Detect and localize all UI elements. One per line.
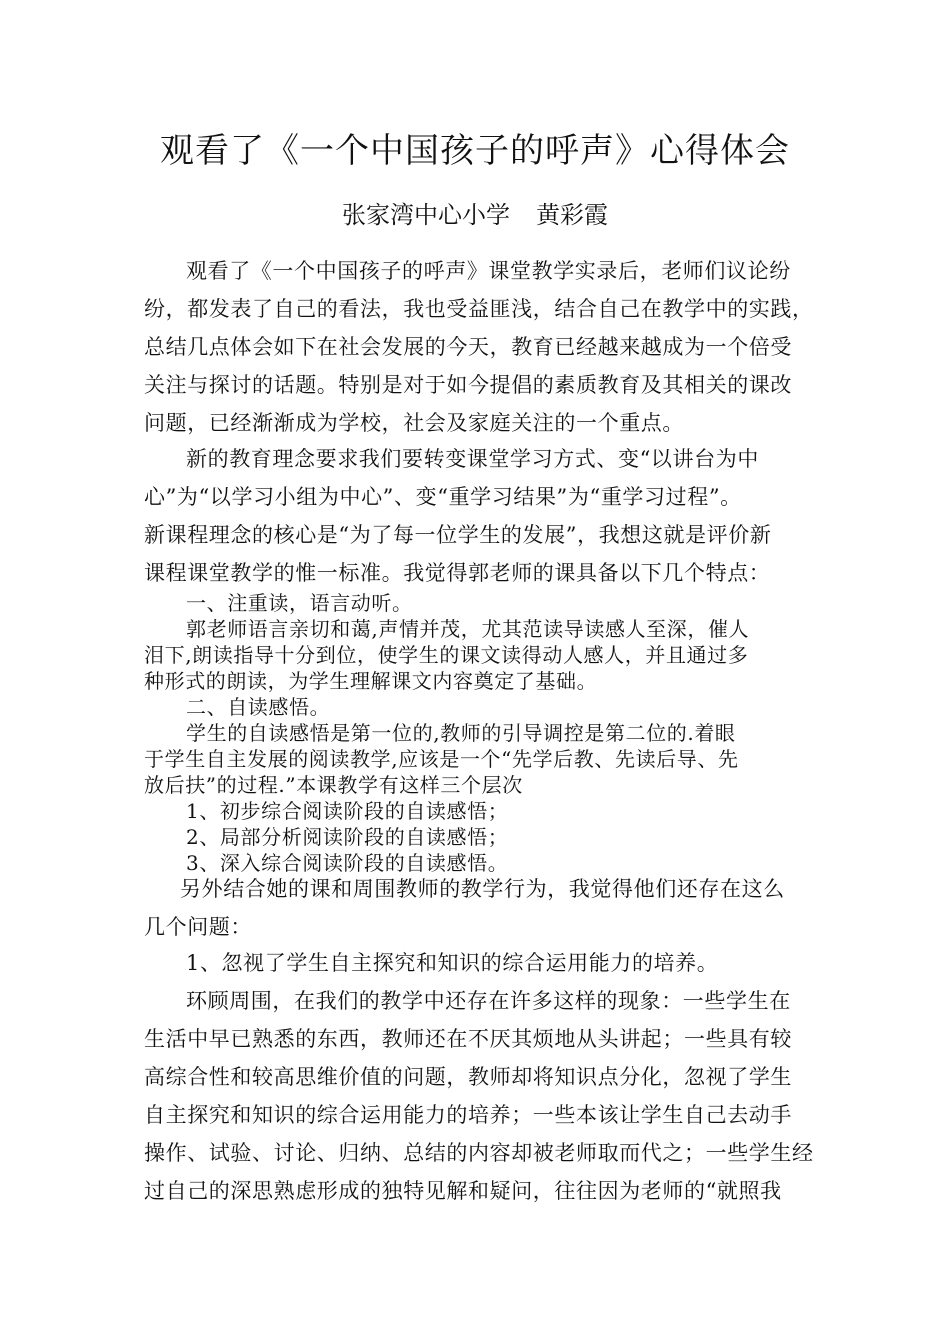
text-line: 环顾周围，在我们的教学中还存在许多这样的现象：一些学生在 <box>186 989 791 1013</box>
text-line: 操作、试验、讨论、归纳、总结的内容却被老师取而代之；一些学生经 <box>144 1141 814 1165</box>
paragraph-intro <box>144 252 824 442</box>
list-item: 2、局部分析阅读阶段的自读感悟； <box>186 825 509 849</box>
text-line: 学生的自读感悟是第一位的,教师的引导调控是第二位的.着眼 <box>186 721 736 745</box>
text-line: 高综合性和较高思维价值的问题，教师却将知识点分化，忽视了学生 <box>144 1065 792 1089</box>
text-line: 于学生自主发展的阅读教学,应该是一个“先学后教、先读后导、先 <box>144 747 739 771</box>
text-line: 泪下,朗读指导十分到位，使学生的课文读得动人感人，并且通过多 <box>144 643 749 667</box>
text-line: 心”为“以学习小组为中心”、变“重学习结果”为“重学习过程”。 <box>144 485 742 509</box>
text-line: 新课程理念的核心是“为了每一位学生的发展”，我想这就是评价新 <box>144 523 772 547</box>
author-school: 张家湾中心小学 <box>342 201 510 229</box>
text-line: 种形式的朗读，为学生理解课文内容奠定了基础。 <box>144 669 598 693</box>
paragraph-phenomena <box>144 982 824 1210</box>
paragraph-problems-intro <box>144 870 824 946</box>
paragraph-problem-1 <box>144 944 824 982</box>
text-line: 1、忽视了学生自主探究和知识的综合运用能力的培养。 <box>186 951 719 975</box>
author-name: 黄彩霞 <box>536 201 608 229</box>
section-features <box>144 590 824 876</box>
text-line: 关注与探讨的话题。特别是对于如今提倡的素质教育及其相关的课改 <box>144 373 792 397</box>
paragraph-new-concept <box>144 440 824 592</box>
text-line: 放后扶”的过程.”本课教学有这样三个层次 <box>144 773 523 797</box>
section-heading: 二、自读感悟。 <box>186 695 331 719</box>
text-line: 几个问题： <box>144 915 252 939</box>
text-line: 观看了《一个中国孩子的呼声》课堂教学实录后，老师们议论纷 <box>186 259 791 283</box>
text-line: 另外结合她的课和周围教师的教学行为，我觉得他们还存在这么 <box>180 877 785 901</box>
text-line: 新的教育理念要求我们要转变课堂学习方式、变“以讲台为中 <box>186 447 759 471</box>
author-line <box>0 198 950 232</box>
document-title: 观看了《一个中国孩子的呼声》心得体会 <box>160 131 790 171</box>
text-line: 生活中早已熟悉的东西，教师还在不厌其烦地从头讲起；一些具有较 <box>144 1027 792 1051</box>
text-line: 自主探究和知识的综合运用能力的培养；一些本该让学生自己去动手 <box>144 1103 792 1127</box>
text-line: 过自己的深思熟虑形成的独特见解和疑问，往往因为老师的“就照我 <box>144 1179 782 1203</box>
text-line: 纷，都发表了自己的看法，我也受益匪浅，结合自己在教学中的实践， <box>144 297 814 321</box>
section-heading: 一、注重读，语言动听。 <box>186 591 413 615</box>
text-line: 问题，已经渐渐成为学校，社会及家庭关注的一个重点。 <box>144 411 684 435</box>
list-item: 3、深入综合阅读阶段的自读感悟。 <box>186 851 509 875</box>
text-line: 郭老师语言亲切和蔼,声情并茂，尤其范读导读感人至深，催人 <box>186 617 750 641</box>
text-line: 课程课堂教学的惟一标准。我觉得郭老师的课具备以下几个特点： <box>144 561 771 585</box>
text-line: 总结几点体会如下在社会发展的今天，教育已经越来越成为一个倍受 <box>144 335 792 359</box>
list-item: 1、初步综合阅读阶段的自读感悟； <box>186 799 509 823</box>
